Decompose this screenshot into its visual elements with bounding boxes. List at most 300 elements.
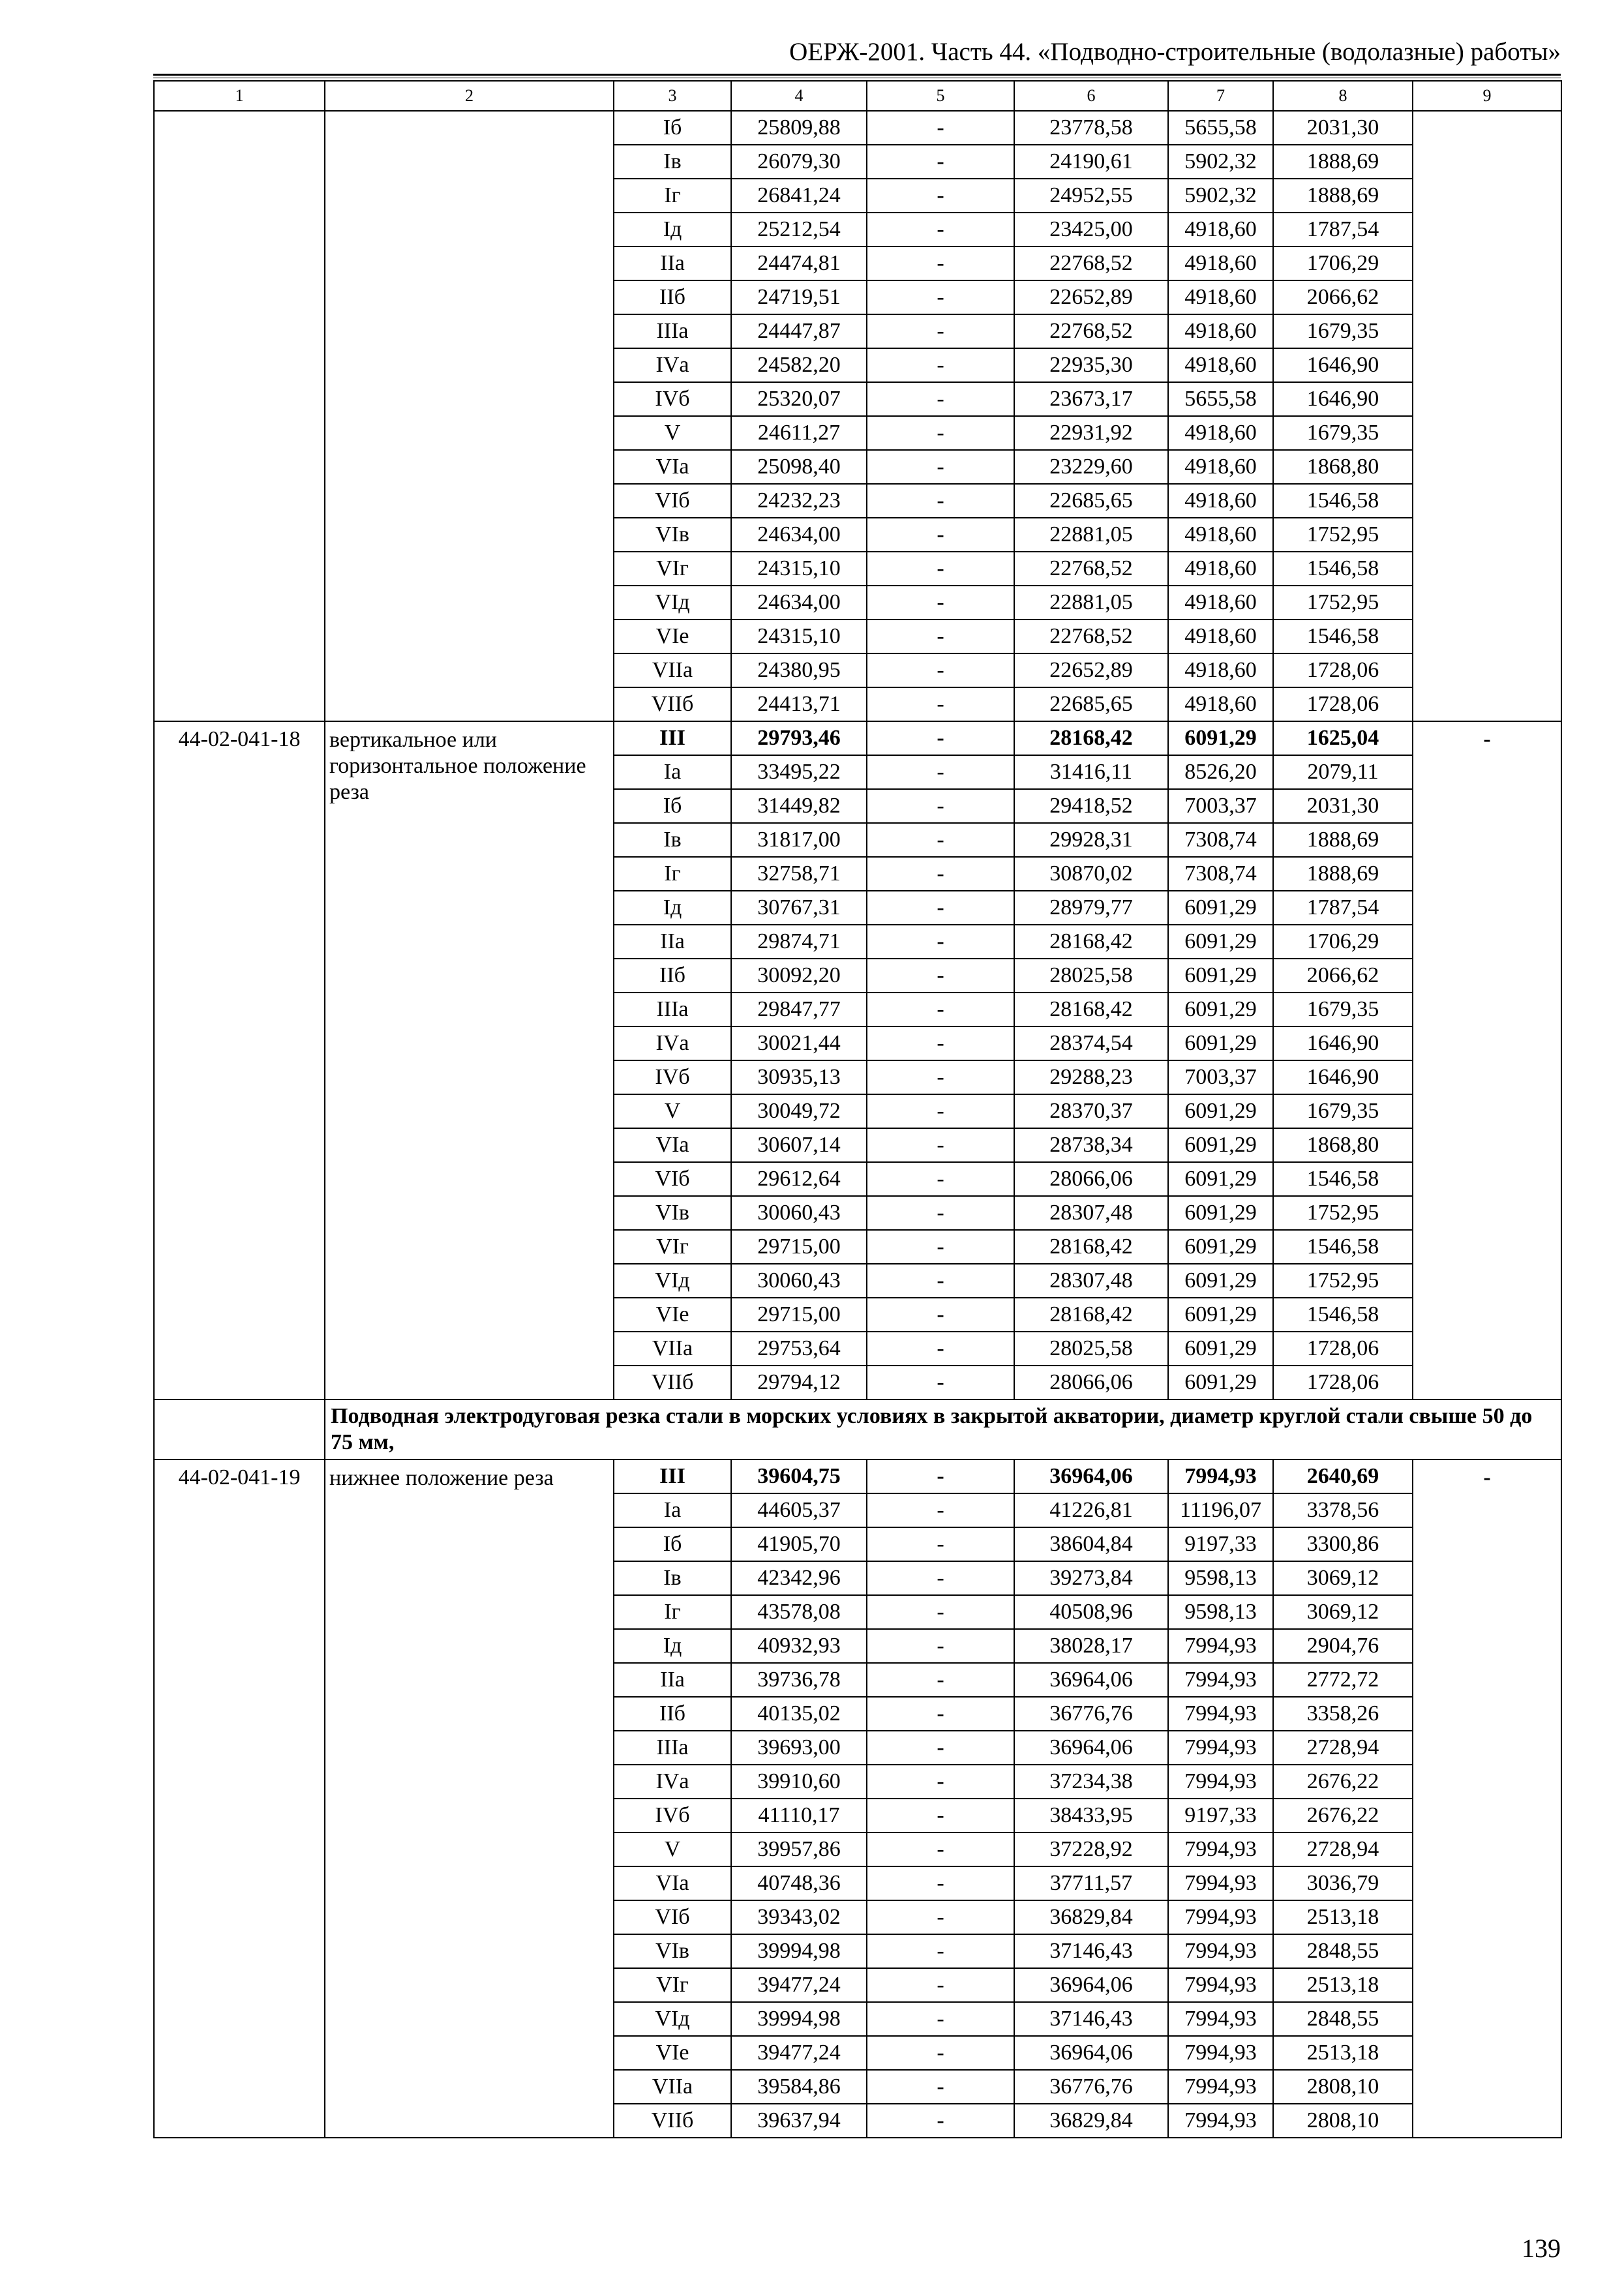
value-cell: 9598,13: [1168, 1595, 1273, 1629]
value-cell: 2513,18: [1273, 2036, 1413, 2070]
value-cell: 28307,48: [1014, 1196, 1168, 1230]
value-cell: 1888,69: [1273, 145, 1413, 179]
value-cell: 2772,72: [1273, 1663, 1413, 1697]
value-cell: -: [867, 518, 1014, 552]
value-cell: 39637,94: [731, 2104, 867, 2138]
value-cell: Iб: [614, 789, 731, 823]
value-cell: 28979,77: [1014, 891, 1168, 925]
value-cell: 22768,52: [1014, 247, 1168, 280]
value-cell: 6091,29: [1168, 1366, 1273, 1399]
value-cell: 25212,54: [731, 213, 867, 247]
value-cell: 43578,08: [731, 1595, 867, 1629]
value-cell: -: [867, 687, 1014, 721]
value-cell: -: [867, 620, 1014, 653]
value-cell: 2513,18: [1273, 1900, 1413, 1934]
value-cell: 9197,33: [1168, 1527, 1273, 1561]
value-cell: 36964,06: [1014, 1731, 1168, 1765]
value-cell: -: [867, 1459, 1014, 1493]
rate-code-cell: 44-02-041-19: [154, 1459, 325, 2138]
value-cell: V: [614, 1094, 731, 1128]
value-cell: 9598,13: [1168, 1561, 1273, 1595]
value-cell: 38433,95: [1014, 1799, 1168, 1833]
value-cell: 6091,29: [1168, 1298, 1273, 1332]
value-cell: 22881,05: [1014, 586, 1168, 620]
value-cell: -: [867, 247, 1014, 280]
value-cell: VIб: [614, 1900, 731, 1934]
value-cell: 4918,60: [1168, 518, 1273, 552]
value-cell: 2848,55: [1273, 1934, 1413, 1968]
value-cell: Iв: [614, 823, 731, 857]
value-cell: 24611,27: [731, 416, 867, 450]
value-cell: 31416,11: [1014, 755, 1168, 789]
value-cell: 7308,74: [1168, 857, 1273, 891]
value-cell: -: [867, 2002, 1014, 2036]
value-cell: -: [867, 721, 1014, 755]
value-cell: 4918,60: [1168, 213, 1273, 247]
value-cell: 6091,29: [1168, 993, 1273, 1026]
value-cell: 1646,90: [1273, 382, 1413, 416]
value-cell: 25809,88: [731, 111, 867, 145]
value-cell: 24719,51: [731, 280, 867, 314]
value-cell: 3378,56: [1273, 1493, 1413, 1527]
value-cell: 33495,22: [731, 755, 867, 789]
value-cell: IIб: [614, 1697, 731, 1731]
value-cell: 4918,60: [1168, 450, 1273, 484]
value-cell: 36776,76: [1014, 1697, 1168, 1731]
value-cell: 1888,69: [1273, 823, 1413, 857]
value-cell: VIIб: [614, 687, 731, 721]
value-cell: 11196,07: [1168, 1493, 1273, 1527]
value-cell: 7994,93: [1168, 1629, 1273, 1663]
value-cell: 24190,61: [1014, 145, 1168, 179]
value-cell: 1888,69: [1273, 179, 1413, 213]
value-cell: 1646,90: [1273, 1026, 1413, 1060]
value-cell: 7003,37: [1168, 1060, 1273, 1094]
value-cell: 41226,81: [1014, 1493, 1168, 1527]
value-cell: -: [867, 857, 1014, 891]
value-cell: 39957,86: [731, 1833, 867, 1866]
value-cell: IVа: [614, 1026, 731, 1060]
value-cell: 7994,93: [1168, 1765, 1273, 1799]
value-cell: 30049,72: [731, 1094, 867, 1128]
value-cell: 22652,89: [1014, 280, 1168, 314]
value-cell: 37234,38: [1014, 1765, 1168, 1799]
value-cell: 1679,35: [1273, 993, 1413, 1026]
column-9-cell: -: [1413, 721, 1561, 1399]
value-cell: 1787,54: [1273, 213, 1413, 247]
value-cell: 4918,60: [1168, 348, 1273, 382]
column-number-row: [154, 81, 1561, 111]
value-cell: IVб: [614, 382, 731, 416]
value-cell: 1646,90: [1273, 348, 1413, 382]
value-cell: 6091,29: [1168, 1128, 1273, 1162]
value-cell: VIг: [614, 552, 731, 586]
value-cell: Iв: [614, 145, 731, 179]
value-cell: 2513,18: [1273, 1968, 1413, 2002]
value-cell: 24413,71: [731, 687, 867, 721]
value-cell: VIIа: [614, 2070, 731, 2104]
value-cell: -: [867, 179, 1014, 213]
value-cell: 26841,24: [731, 179, 867, 213]
value-cell: VIв: [614, 518, 731, 552]
value-cell: -: [867, 1026, 1014, 1060]
work-description-cell: вертикальное или горизонтальное положение реза: [325, 721, 614, 1399]
value-cell: -: [867, 1493, 1014, 1527]
value-cell: 22881,05: [1014, 518, 1168, 552]
value-cell: 24447,87: [731, 314, 867, 348]
value-cell: IIб: [614, 959, 731, 993]
value-cell: 7994,93: [1168, 2002, 1273, 2036]
value-cell: 6091,29: [1168, 1196, 1273, 1230]
value-cell: 28168,42: [1014, 1298, 1168, 1332]
section-title-row: [154, 1399, 1561, 1459]
value-cell: VIг: [614, 1968, 731, 2002]
value-cell: 39994,98: [731, 2002, 867, 2036]
value-cell: 38604,84: [1014, 1527, 1168, 1561]
value-cell: IIIа: [614, 314, 731, 348]
value-cell: VIг: [614, 1230, 731, 1264]
value-cell: 29753,64: [731, 1332, 867, 1366]
value-cell: 1752,95: [1273, 1264, 1413, 1298]
value-cell: -: [867, 314, 1014, 348]
value-cell: III: [614, 721, 731, 755]
value-cell: 22768,52: [1014, 314, 1168, 348]
value-cell: 24380,95: [731, 653, 867, 687]
value-cell: 1625,04: [1273, 721, 1413, 755]
value-cell: 2066,62: [1273, 959, 1413, 993]
value-cell: 2079,11: [1273, 755, 1413, 789]
value-cell: 23778,58: [1014, 111, 1168, 145]
value-cell: 25320,07: [731, 382, 867, 416]
value-cell: -: [867, 586, 1014, 620]
value-cell: 28738,34: [1014, 1128, 1168, 1162]
value-cell: Iг: [614, 857, 731, 891]
column-9-cell: -: [1413, 1459, 1561, 2138]
value-cell: 3069,12: [1273, 1595, 1413, 1629]
value-cell: IIIа: [614, 1731, 731, 1765]
value-cell: 1728,06: [1273, 1332, 1413, 1366]
value-cell: 1728,06: [1273, 687, 1413, 721]
value-cell: 44605,37: [731, 1493, 867, 1527]
page-number: 139: [1522, 2234, 1561, 2263]
value-cell: -: [867, 1731, 1014, 1765]
value-cell: -: [867, 213, 1014, 247]
value-cell: 7994,93: [1168, 2070, 1273, 2104]
value-cell: 30870,02: [1014, 857, 1168, 891]
value-cell: Iа: [614, 755, 731, 789]
value-cell: -: [867, 280, 1014, 314]
value-cell: Iд: [614, 1629, 731, 1663]
value-cell: 38028,17: [1014, 1629, 1168, 1663]
value-cell: 24315,10: [731, 552, 867, 586]
value-cell: 39693,00: [731, 1731, 867, 1765]
value-cell: 40135,02: [731, 1697, 867, 1731]
value-cell: -: [867, 823, 1014, 857]
table-row: [154, 1459, 1561, 1493]
value-cell: 5655,58: [1168, 111, 1273, 145]
value-cell: VIб: [614, 1162, 731, 1196]
value-cell: 39736,78: [731, 1663, 867, 1697]
value-cell: Iд: [614, 891, 731, 925]
value-cell: 37146,43: [1014, 2002, 1168, 2036]
value-cell: -: [867, 1799, 1014, 1833]
value-cell: 29715,00: [731, 1298, 867, 1332]
header-rule-thick: [153, 74, 1561, 76]
value-cell: IVб: [614, 1060, 731, 1094]
value-cell: 4918,60: [1168, 620, 1273, 653]
value-cell: -: [867, 1332, 1014, 1366]
value-cell: 30060,43: [731, 1196, 867, 1230]
value-cell: 6091,29: [1168, 1230, 1273, 1264]
value-cell: 4918,60: [1168, 552, 1273, 586]
value-cell: 6091,29: [1168, 1094, 1273, 1128]
value-cell: VIд: [614, 2002, 731, 2036]
value-cell: VIб: [614, 484, 731, 518]
value-cell: 24474,81: [731, 247, 867, 280]
value-cell: 7994,93: [1168, 1866, 1273, 1900]
value-cell: -: [867, 1934, 1014, 1968]
value-cell: 1706,29: [1273, 247, 1413, 280]
value-cell: 6091,29: [1168, 1026, 1273, 1060]
value-cell: 28168,42: [1014, 993, 1168, 1026]
value-cell: -: [867, 1094, 1014, 1128]
value-cell: 28168,42: [1014, 925, 1168, 959]
value-cell: 30092,20: [731, 959, 867, 993]
value-cell: -: [867, 1527, 1014, 1561]
value-cell: 23229,60: [1014, 450, 1168, 484]
value-cell: 29847,77: [731, 993, 867, 1026]
value-cell: -: [867, 145, 1014, 179]
value-cell: 36964,06: [1014, 1968, 1168, 2002]
value-cell: Iд: [614, 213, 731, 247]
value-cell: 41110,17: [731, 1799, 867, 1833]
value-cell: 1728,06: [1273, 653, 1413, 687]
value-cell: 5902,32: [1168, 179, 1273, 213]
value-cell: Iа: [614, 1493, 731, 1527]
section-title: Подводная электродуговая резка стали в морских условиях в закрытой акватории, диаметр круглой стали свыше 50 до 75 мм,: [325, 1399, 1561, 1459]
value-cell: 6091,29: [1168, 925, 1273, 959]
value-cell: VIв: [614, 1196, 731, 1230]
value-cell: -: [867, 1629, 1014, 1663]
value-cell: IVа: [614, 1765, 731, 1799]
value-cell: IIб: [614, 280, 731, 314]
value-cell: 23673,17: [1014, 382, 1168, 416]
value-cell: 2676,22: [1273, 1765, 1413, 1799]
value-cell: III: [614, 1459, 731, 1493]
value-cell: 7994,93: [1168, 1459, 1273, 1493]
value-cell: 1546,58: [1273, 1162, 1413, 1196]
column-number: 2: [325, 81, 614, 111]
value-cell: -: [867, 1595, 1014, 1629]
value-cell: 37711,57: [1014, 1866, 1168, 1900]
value-cell: Iб: [614, 111, 731, 145]
value-cell: 37146,43: [1014, 1934, 1168, 1968]
column-number: 3: [614, 81, 731, 111]
rate-code-cell: [154, 111, 325, 721]
value-cell: -: [867, 382, 1014, 416]
value-cell: 24232,23: [731, 484, 867, 518]
value-cell: 28370,37: [1014, 1094, 1168, 1128]
value-cell: 28066,06: [1014, 1366, 1168, 1399]
value-cell: 4918,60: [1168, 586, 1273, 620]
running-header: ОЕРЖ-2001. Часть 44. «Подводно-строительные (водолазные) работы»: [789, 38, 1561, 66]
value-cell: 6091,29: [1168, 1162, 1273, 1196]
value-cell: 39477,24: [731, 2036, 867, 2070]
value-cell: 24315,10: [731, 620, 867, 653]
value-cell: -: [867, 925, 1014, 959]
value-cell: 41905,70: [731, 1527, 867, 1561]
value-cell: VIIа: [614, 1332, 731, 1366]
value-cell: VIе: [614, 620, 731, 653]
value-cell: 4918,60: [1168, 687, 1273, 721]
value-cell: 39477,24: [731, 1968, 867, 2002]
value-cell: -: [867, 416, 1014, 450]
value-cell: 4918,60: [1168, 484, 1273, 518]
value-cell: 2066,62: [1273, 280, 1413, 314]
value-cell: -: [867, 450, 1014, 484]
value-cell: 22685,65: [1014, 687, 1168, 721]
value-cell: -: [867, 1162, 1014, 1196]
value-cell: 29928,31: [1014, 823, 1168, 857]
value-cell: 7994,93: [1168, 2104, 1273, 2138]
value-cell: 1728,06: [1273, 1366, 1413, 1399]
value-cell: 31449,82: [731, 789, 867, 823]
value-cell: 30607,14: [731, 1128, 867, 1162]
value-cell: 24634,00: [731, 518, 867, 552]
value-cell: 2848,55: [1273, 2002, 1413, 2036]
column-number: 7: [1168, 81, 1273, 111]
value-cell: -: [867, 1196, 1014, 1230]
value-cell: 7994,93: [1168, 1697, 1273, 1731]
value-cell: VIIб: [614, 2104, 731, 2138]
value-cell: 28066,06: [1014, 1162, 1168, 1196]
value-cell: 7994,93: [1168, 1731, 1273, 1765]
value-cell: 1679,35: [1273, 1094, 1413, 1128]
value-cell: 1787,54: [1273, 891, 1413, 925]
value-cell: -: [867, 2036, 1014, 2070]
value-cell: 4918,60: [1168, 280, 1273, 314]
table-row: [154, 111, 1561, 145]
value-cell: 40932,93: [731, 1629, 867, 1663]
value-cell: VIа: [614, 1866, 731, 1900]
value-cell: 2031,30: [1273, 789, 1413, 823]
value-cell: 22685,65: [1014, 484, 1168, 518]
table-row: [154, 721, 1561, 755]
value-cell: 29612,64: [731, 1162, 867, 1196]
column-9-cell: [1413, 111, 1561, 721]
value-cell: -: [867, 2104, 1014, 2138]
value-cell: 36776,76: [1014, 2070, 1168, 2104]
value-cell: VIе: [614, 1298, 731, 1332]
value-cell: 36829,84: [1014, 1900, 1168, 1934]
column-number: 6: [1014, 81, 1168, 111]
value-cell: 39584,86: [731, 2070, 867, 2104]
value-cell: VIIб: [614, 1366, 731, 1399]
value-cell: 6091,29: [1168, 1264, 1273, 1298]
value-cell: 4918,60: [1168, 653, 1273, 687]
value-cell: 28307,48: [1014, 1264, 1168, 1298]
value-cell: 6091,29: [1168, 1332, 1273, 1366]
value-cell: 1868,80: [1273, 450, 1413, 484]
work-description-cell: [325, 111, 614, 721]
value-cell: 24952,55: [1014, 179, 1168, 213]
value-cell: VIд: [614, 586, 731, 620]
value-cell: -: [867, 1765, 1014, 1799]
value-cell: 36964,06: [1014, 2036, 1168, 2070]
value-cell: 9197,33: [1168, 1799, 1273, 1833]
table-body: [154, 81, 1561, 2138]
value-cell: 22652,89: [1014, 653, 1168, 687]
value-cell: 22935,30: [1014, 348, 1168, 382]
value-cell: 42342,96: [731, 1561, 867, 1595]
value-cell: V: [614, 416, 731, 450]
value-cell: 30060,43: [731, 1264, 867, 1298]
value-cell: 29418,52: [1014, 789, 1168, 823]
value-cell: 29793,46: [731, 721, 867, 755]
value-cell: 30021,44: [731, 1026, 867, 1060]
value-cell: 1546,58: [1273, 620, 1413, 653]
value-cell: 2728,94: [1273, 1833, 1413, 1866]
value-cell: 30767,31: [731, 891, 867, 925]
value-cell: -: [867, 111, 1014, 145]
value-cell: IVа: [614, 348, 731, 382]
value-cell: -: [867, 891, 1014, 925]
value-cell: 29794,12: [731, 1366, 867, 1399]
value-cell: IIIа: [614, 993, 731, 1026]
value-cell: 28168,42: [1014, 1230, 1168, 1264]
value-cell: 1546,58: [1273, 484, 1413, 518]
value-cell: -: [867, 2070, 1014, 2104]
value-cell: 22768,52: [1014, 620, 1168, 653]
value-cell: 2728,94: [1273, 1731, 1413, 1765]
value-cell: 1546,58: [1273, 552, 1413, 586]
value-cell: 2676,22: [1273, 1799, 1413, 1833]
value-cell: 6091,29: [1168, 959, 1273, 993]
value-cell: -: [867, 1060, 1014, 1094]
value-cell: 30935,13: [731, 1060, 867, 1094]
value-cell: Iв: [614, 1561, 731, 1595]
value-cell: 7994,93: [1168, 1833, 1273, 1866]
value-cell: 39994,98: [731, 1934, 867, 1968]
value-cell: 31817,00: [731, 823, 867, 857]
value-cell: -: [867, 484, 1014, 518]
value-cell: 39910,60: [731, 1765, 867, 1799]
value-cell: 28168,42: [1014, 721, 1168, 755]
value-cell: -: [867, 1366, 1014, 1399]
value-cell: 1706,29: [1273, 925, 1413, 959]
value-cell: 26079,30: [731, 145, 867, 179]
value-cell: 1752,95: [1273, 1196, 1413, 1230]
rate-code-cell: 44-02-041-18: [154, 721, 325, 1399]
value-cell: VIе: [614, 2036, 731, 2070]
value-cell: 3069,12: [1273, 1561, 1413, 1595]
value-cell: 1679,35: [1273, 416, 1413, 450]
value-cell: 2808,10: [1273, 2070, 1413, 2104]
value-cell: 1679,35: [1273, 314, 1413, 348]
value-cell: Iг: [614, 179, 731, 213]
value-cell: 7308,74: [1168, 823, 1273, 857]
value-cell: 28025,58: [1014, 959, 1168, 993]
value-cell: 37228,92: [1014, 1833, 1168, 1866]
value-cell: 24634,00: [731, 586, 867, 620]
value-cell: 8526,20: [1168, 755, 1273, 789]
work-description-cell: нижнее положение реза: [325, 1459, 614, 2138]
value-cell: 29715,00: [731, 1230, 867, 1264]
value-cell: 2808,10: [1273, 2104, 1413, 2138]
value-cell: -: [867, 1866, 1014, 1900]
section-title-empty-cell: [154, 1399, 325, 1459]
value-cell: VIIа: [614, 653, 731, 687]
